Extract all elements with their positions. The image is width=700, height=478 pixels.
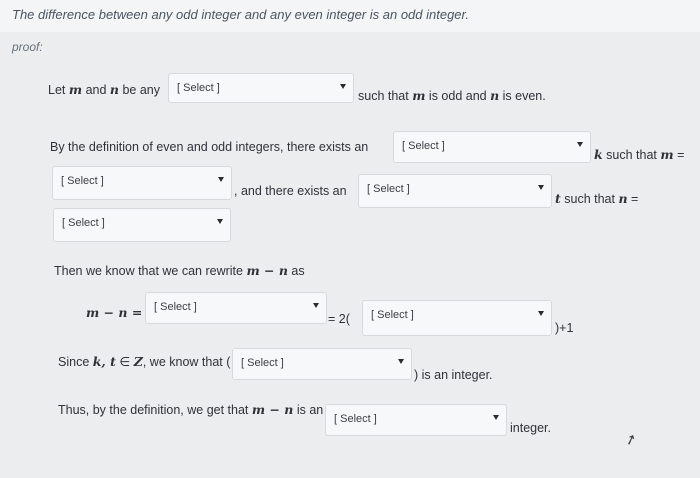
- dropdown-4[interactable]: [ Select ]: [358, 174, 552, 208]
- dropdown-3[interactable]: [ Select ]: [52, 166, 232, 200]
- caret-down-icon: [538, 311, 544, 316]
- line1-suffix: such that m is odd and n is even.: [358, 88, 546, 103]
- caret-down-icon: [538, 185, 544, 190]
- caret-down-icon: [340, 84, 346, 89]
- line6-lhs: m − n =: [86, 305, 143, 320]
- line1-prefix: Let m and n be any: [48, 82, 161, 97]
- line3-suffix: t such that n =: [555, 191, 639, 206]
- line6-end: )+1: [555, 321, 574, 335]
- dropdown-5[interactable]: [ Select ]: [53, 208, 231, 242]
- caret-down-icon: [217, 219, 223, 224]
- caret-down-icon: [398, 359, 404, 364]
- line7-end: ) is an integer.: [414, 368, 493, 382]
- dropdown-6[interactable]: [ Select ]: [145, 292, 327, 324]
- line6-mid: = 2(: [328, 312, 350, 326]
- dropdown-8[interactable]: [ Select ]: [232, 348, 412, 380]
- theorem-statement: The difference between any odd integer and any even integer is an odd integer.: [12, 7, 469, 22]
- dropdown-7[interactable]: [ Select ]: [362, 300, 552, 336]
- dropdown-2[interactable]: [ Select ]: [393, 131, 591, 163]
- caret-down-icon: [218, 177, 224, 182]
- proof-label: proof:: [12, 40, 43, 54]
- dropdown-1[interactable]: [ Select ]: [168, 73, 354, 103]
- caret-down-icon: [577, 142, 583, 147]
- caret-down-icon: [313, 303, 319, 308]
- caret-down-icon: [493, 415, 499, 420]
- line8-prefix: Thus, by the definition, we get that m − n is an: [58, 402, 324, 417]
- line2-prefix: By the definition of even and odd integers, there exists an: [50, 140, 369, 154]
- mouse-cursor-icon: ➚: [622, 429, 639, 449]
- dropdown-9[interactable]: [ Select ]: [325, 404, 507, 436]
- line2-suffix: k such that m =: [594, 147, 685, 162]
- line8-end: integer.: [510, 421, 552, 435]
- line3-mid: , and there exists an: [234, 184, 347, 198]
- line5: Then we know that we can rewrite m − n as: [54, 263, 305, 278]
- line7-prefix: Since k, t ∈ Z, we know that (: [58, 354, 231, 369]
